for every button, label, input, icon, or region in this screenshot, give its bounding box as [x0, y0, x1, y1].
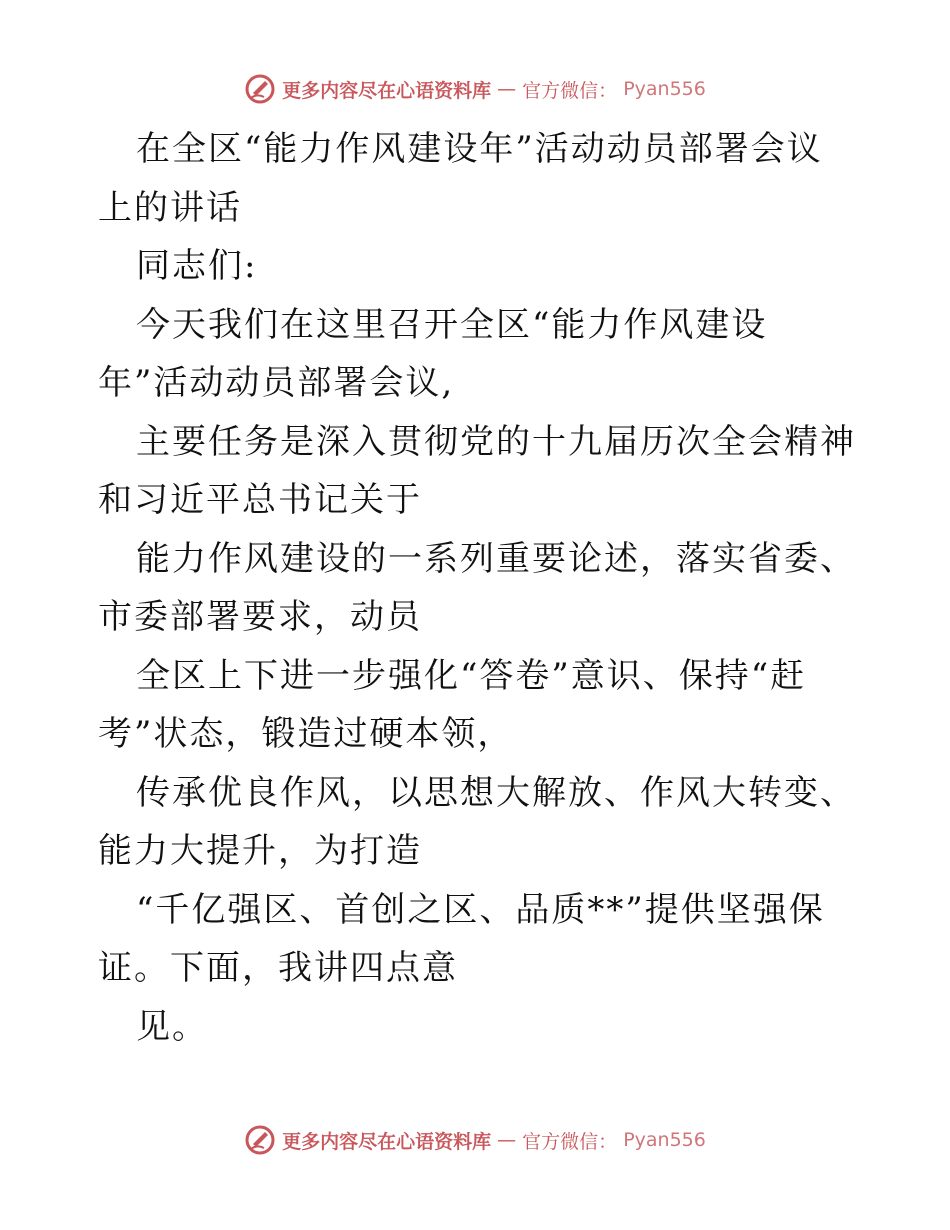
- body-paragraph: 主要任务是深入贯彻党的十九届历次全会精神和习近平总书记关于: [98, 421, 856, 520]
- banner-separator: —: [497, 78, 517, 100]
- body-paragraph: 见。: [136, 1006, 208, 1047]
- header-banner: [0, 73, 950, 105]
- banner-wechat-id: Pyan556: [623, 1129, 706, 1151]
- banner-separator: —: [497, 1129, 517, 1151]
- banner-text: 更多内容尽在心语资料库: [282, 1130, 492, 1153]
- body-paragraph: 能力作风建设的一系列重要论述，落实省委、市委部署要求，动员: [98, 538, 856, 637]
- banner-wechat-label: 官方微信：: [522, 79, 618, 102]
- logo-icon: [244, 1124, 276, 1156]
- banner-wechat-id: Pyan556: [623, 78, 706, 100]
- body-paragraph: 今天我们在这里召开全区“能力作风建设年”活动动员部署会议,: [98, 304, 768, 403]
- banner-text: 更多内容尽在心语资料库: [282, 79, 492, 102]
- body-paragraph: “千亿强区、首创之区、品质**”提供坚强保证。下面，我讲四点意: [98, 889, 825, 988]
- document-body: [98, 120, 858, 1056]
- document-title: 在全区“能力作风建设年”活动动员部署会议上的讲话: [98, 129, 823, 228]
- footer-banner: [0, 1124, 950, 1156]
- banner-wechat-label: 官方微信：: [522, 1130, 618, 1153]
- salutation: 同志们:: [136, 246, 258, 286]
- body-paragraph: 全区上下进一步强化“答卷”意识、保持“赶考”状态，锻造过硬本领，: [98, 655, 807, 754]
- logo-icon: [244, 73, 276, 105]
- body-paragraph: 传承优良作风，以思想大解放、作风大转变、能力大提升，为打造: [98, 772, 856, 871]
